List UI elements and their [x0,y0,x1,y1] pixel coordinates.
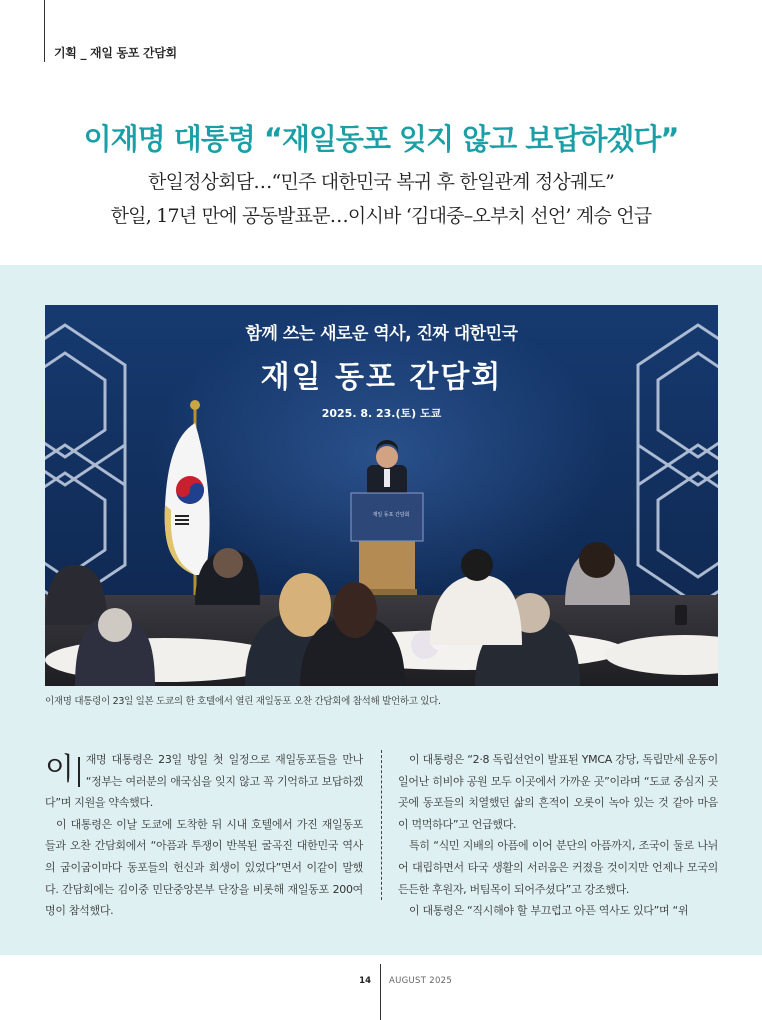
footer-rule [380,964,381,1020]
body-paragraph: 이 대통령은 이날 도쿄에 도착한 뒤 시내 호텔에서 가진 재일동포들과 오찬 간담회에서 “아픔과 투쟁이 반복된 굴곡진 대한민국 역사의 굽이굽이마다 동포들의 헌신과 희생이 있었다”면서 이같이 말했다. 간담회에는 김이중 민단중앙본부 단장을 비롯해 재일동포 200여 명이 참석했다. [45,817,363,918]
article-headline: 이재명 대통령 “재일동포 잊지 않고 보답하겠다” [83,122,679,156]
section-tag: 기획 _ 재일 동포 간담회 [54,46,177,60]
column-divider [381,750,382,900]
drop-cap-bar [78,757,80,787]
banner-subtitle: 함께 쓰는 새로운 역사, 진짜 대한민국 [245,324,518,344]
banner-title: 재일 동포 간담회 [260,360,503,395]
page-number: 14 [359,976,371,986]
body-paragraph: 이 대통령은 “2·8 독립선언이 발표된 YMCA 강당, 독립만세 운동이 일어난 히비야 공원 모두 이곳에서 가까운 곳”이라며 “도쿄 중심지 곳곳에 동포들의 치열했던 삶의 흔적이 오롯이 녹아 있는 것 같아 마음이 먹먹하다”고 언급했다. [398,753,718,831]
body-column-left [45,749,363,922]
top-rule [44,0,45,62]
body-paragraph: 이 대통령은 “직시해야 할 부끄럽고 아픈 역사도 있다”며 “위 [409,904,689,918]
podium [351,493,423,595]
photo-caption: 이재명 대통령이 23일 일본 도쿄의 한 호텔에서 열린 재일동포 오찬 간담회에 참석해 발언하고 있다. [45,696,441,707]
drop-cap: 이 [45,752,74,787]
event-photo [45,305,718,686]
issue-date: AUGUST 2025 [389,976,453,986]
podium-label: 재일 동포 간담회 [372,512,410,518]
body-paragraph: 특히 “식민 지배의 아픔에 이어 분단의 아픔까지, 조국이 둘로 나뉘어 대립하면서 타국 생활의 서러움은 커졌을 것이지만 언제나 모국의 든든한 후원자, 버팀목이 되어주셨다”고 강조했다. [398,839,718,896]
subheadline-1: 한일정상회담…“민주 대한민국 복귀 후 한일관계 정상궤도” [148,171,614,193]
body-paragraph: 재명 대통령은 23일 방일 첫 일정으로 재일동포들을 만나 “정부는 여러분의 애국심을 잊지 않고 꼭 기억하고 보답하겠다”며 지원을 약속했다. [45,753,363,810]
body-column-right [398,749,718,922]
subheadline-2: 한일, 17년 만에 공동발표문…이시바 ‘김대중–오부치 선언’ 계승 언급 [110,205,652,227]
banner-date: 2025. 8. 23.(토) 도쿄 [321,407,442,420]
